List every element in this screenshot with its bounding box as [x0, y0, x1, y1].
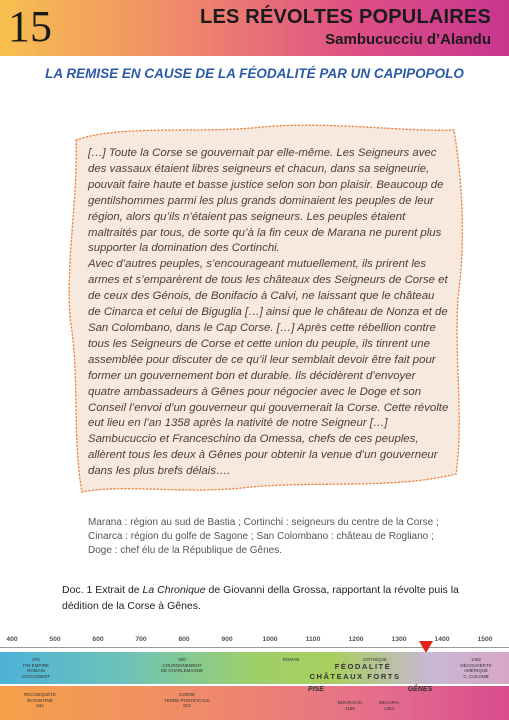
section-title: LA REMISE EN CAUSE DE LA FÉODALITÉ PAR UN CAPIPOPOLO — [45, 66, 464, 81]
timeline-label-genes: GÊNES — [407, 686, 433, 693]
timeline-year: 1500 — [477, 636, 493, 643]
timeline-band-corsica — [0, 686, 509, 720]
chapter-title: LES RÉVOLTES POPULAIRES — [200, 6, 491, 28]
timeline-label-bonifacio: BONIFACIO 1195 — [337, 700, 363, 711]
chapter-number: 15 — [8, 2, 52, 51]
timeline-year: 1300 — [391, 636, 407, 643]
quote-paragraph: […] Toute la Corse se gouvernait par elle-même. Les Seigneurs avec des vassaux étaient libres seigneurs et chacun, dans sa seigneurie, pouvait faire haute et basse justice selon son bon plaisir. Beaucoup de gentilshommes parmi les plus grands dominaient les peuples de leur région, alors qu’ils n’étaient pas seigneurs. Les peuples étaient maltraités par tous, de sorte qu’à la fin ceux de Marana ne purent plus supporter la domination des Cortinchi. — [88, 147, 444, 255]
glossary-line: Cinarca : région du golfe de Sagone ; San Colombano : château de Rogliano ; — [88, 531, 434, 542]
timeline-label-gothique: GOTHIQUE — [362, 657, 388, 662]
timeline-label-rome: 476 FIN EMPIRE ROMAIN D'OCCIDENT — [22, 657, 50, 679]
caption-prefix: Doc. 1 Extrait de — [62, 584, 143, 596]
timeline-label-reconquete: RECONQUÊTE BYZANTINE 534 — [24, 692, 56, 708]
timeline-label-feodalite: FÉODALITÉ — [334, 662, 392, 671]
timeline-label-charlemagne: 800 COURONNEMENT DE CHARLEMAGNE — [160, 657, 204, 673]
timeline-year: 1100 — [305, 636, 321, 643]
timeline-year: 600 — [92, 636, 104, 643]
timeline-year: 700 — [135, 636, 147, 643]
timeline-year: 400 — [6, 636, 18, 643]
glossary — [88, 516, 483, 558]
quote-paragraph: Avec d’autres peuples, s’encourageant mutuellement, ils prirent les armes et s’emparèrent de tous les châteaux des Seigneurs de Corse et de ceux des Génois, de Bonifacio à Calvi, ne laissant que le château de Cinarca et celui de Biguglia […] ainsi que le château de Nonza et de San Colombano, dans le Cap Corse. […] Après cette rébellion contre tous les Seigneurs de Corse et cette union du peuple, ils tinrent une assemblée pour discuter de ce qu’il leur semblait devoir être fait pour former un gouvernement bon et durable. Ils décidèrent d’envoyer quatre ambassadeurs à Gênes pour négocier avec le Doge et son Conseil l’envoi d’un gouverneur qui gouvernerait la Corse. Cette révolte eut lieu en l’an 1358 après la nativité de notre Seigneur […] — [88, 258, 449, 430]
timeline-year: 900 — [221, 636, 233, 643]
timeline-label-roman: ROMAN — [282, 657, 300, 662]
timeline-label-pise: PISE — [308, 686, 324, 693]
timeline-year: 500 — [49, 636, 61, 643]
glossary-line: Doge : chef élu de la République de Gênes. — [88, 545, 283, 556]
timeline-label-meloria: MELORIA 1284 — [378, 700, 400, 711]
chapter-subtitle: Sambucucciu d’Alandu — [325, 31, 491, 48]
glossary-line: Marana : région au sud de Bastia ; Cortinchi : seigneurs du centre de la Corse ; — [88, 517, 439, 528]
timeline — [0, 634, 509, 720]
timeline-year: 1000 — [262, 636, 278, 643]
timeline-year: 800 — [178, 636, 190, 643]
timeline-label-amerique: 1492 DÉCOUVERTE AMÉRIQUE C. COLOMB — [460, 657, 492, 679]
document-caption — [62, 582, 482, 614]
caption-book-title: La Chronique — [142, 584, 206, 596]
quote-text — [88, 146, 450, 480]
timeline-year: 1400 — [434, 636, 450, 643]
timeline-band-events — [0, 652, 509, 684]
timeline-label-corse: CORSE TERRE PONTIFICALE 813 — [163, 692, 211, 708]
quote-paragraph: Sambucuccio et Franceschino da Omessa, chefs de ces peuples, allèrent tous les deux à Gênes pour obtenir la venue d’un gouverneur dans les plus brefs délais…. — [88, 433, 438, 478]
timeline-label-chateaux: CHÂTEAUX FORTS — [309, 672, 401, 681]
timeline-year: 1200 — [348, 636, 364, 643]
caption-suffix: de Giovanni della Grossa, rapportant la révolte puis la dédition de la Corse à Gênes. — [62, 584, 459, 612]
chapter-header-band — [0, 0, 509, 56]
